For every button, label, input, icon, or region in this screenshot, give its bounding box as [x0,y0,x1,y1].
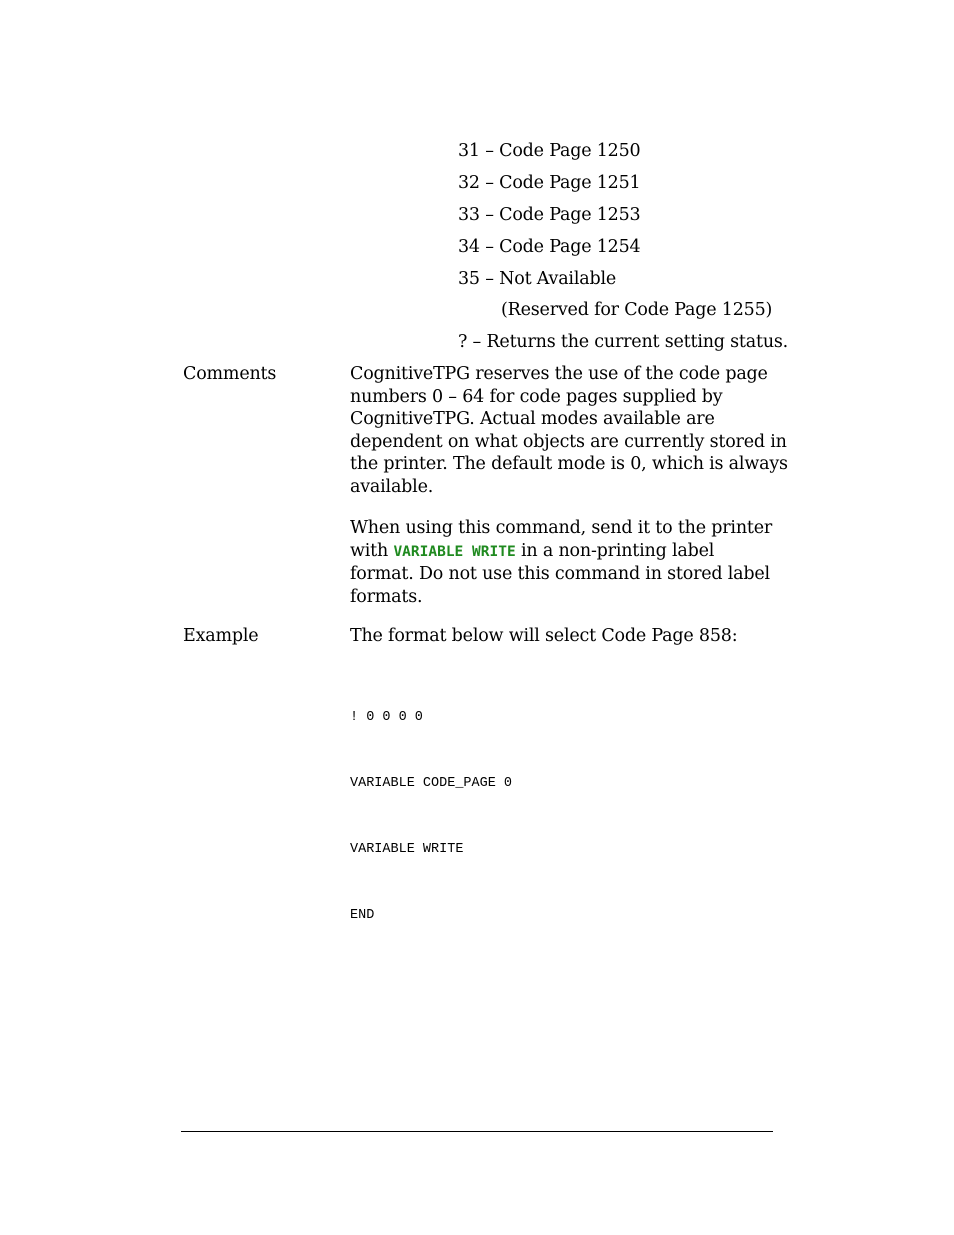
comments-p2-line: When using this command, send it to the printer [350,518,773,538]
param-status-query: ? – Returns the current setting status. [458,332,789,352]
param-item-31: 31 – Code Page 1250 [458,141,641,161]
code-line: VARIABLE CODE_PAGE 0 [350,776,513,791]
comments-p2-line: format. Do not use this command in stored label [350,564,770,584]
example-code-block [350,663,512,949]
comments-p2-line [350,540,780,564]
comments-p1-line: dependent on what objects are currently stored in [350,431,787,452]
comments-paragraph-2 [350,517,780,608]
comments-label: Comments [183,364,277,384]
comments-p2-text: in a non-printing label [515,540,715,561]
comments-p1-line: numbers 0 – 64 for code pages supplied by [350,386,723,407]
comments-p2-text: with [350,540,394,561]
param-item-33: 33 – Code Page 1253 [458,205,641,225]
comments-paragraph-1 [350,363,788,498]
code-line: VARIABLE WRITE [350,842,464,857]
param-item-32: 32 – Code Page 1251 [458,173,641,193]
code-line: END [350,908,375,923]
param-note: (Reserved for Code Page 1255) [501,300,773,320]
comments-p1-line: CognitiveTPG. Actual modes available are [350,409,715,429]
example-intro: The format below will select Code Page 858: [350,626,738,646]
comments-p2-line: formats. [350,586,423,607]
param-item-34: 34 – Code Page 1254 [458,237,641,257]
footer-divider [181,1131,773,1132]
comments-p1-line: CognitiveTPG reserves the use of the code page [350,364,768,384]
variable-write-keyword: VARIABLE WRITE [393,543,516,560]
example-label: Example [183,626,259,646]
code-line: ! 0 0 0 0 [350,710,423,725]
comments-p1-line: the printer. The default mode is 0, which is always [350,454,788,474]
comments-p1-line: available. [350,476,434,497]
param-item-35: 35 – Not Available [458,269,617,289]
